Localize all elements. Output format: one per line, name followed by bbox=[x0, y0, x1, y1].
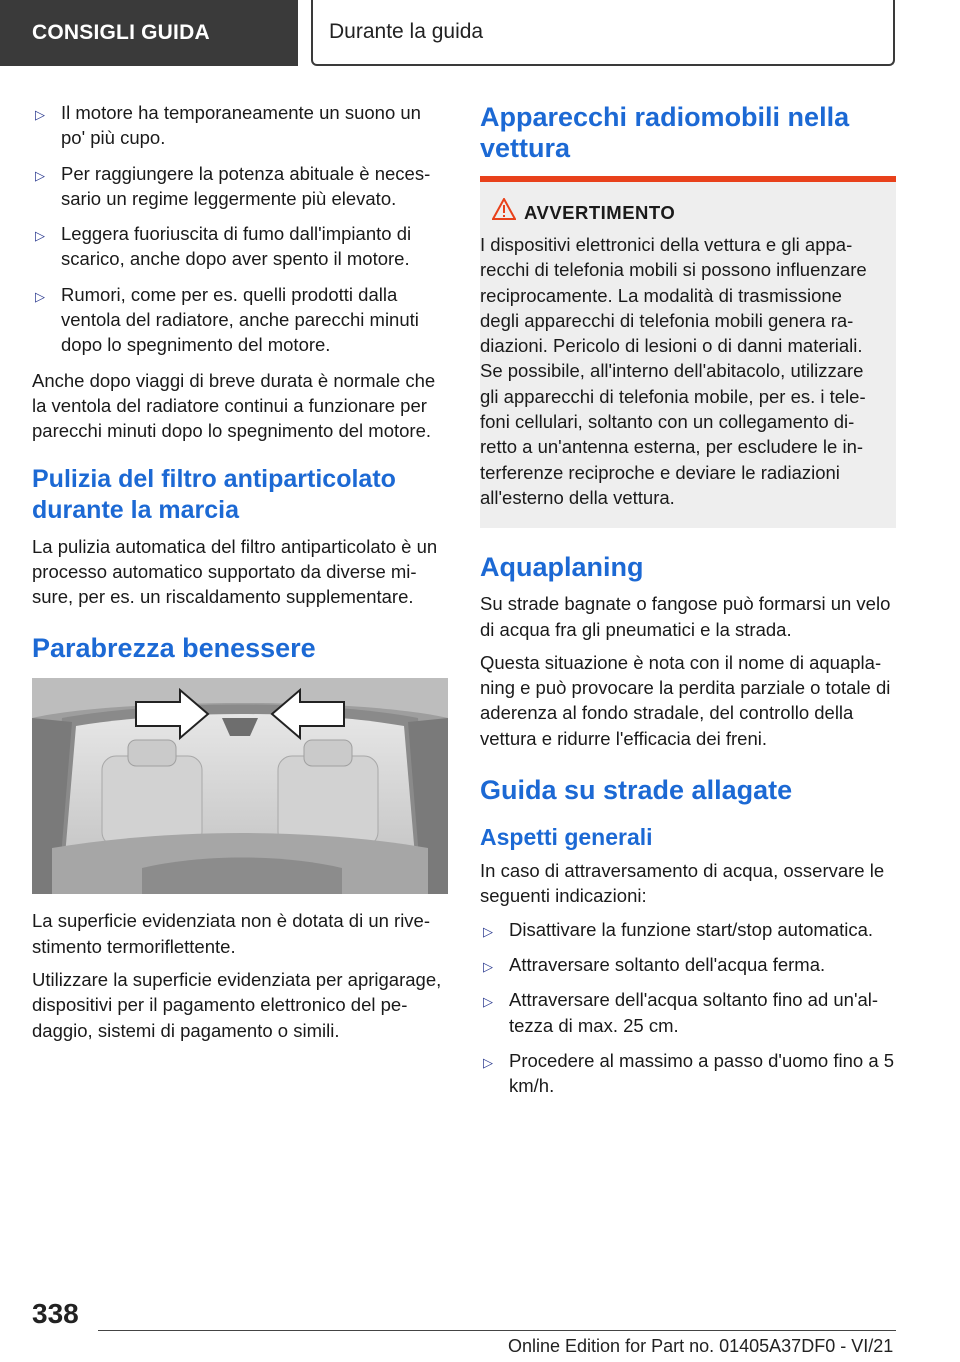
section-tab: CONSIGLI GUIDA bbox=[0, 0, 298, 66]
warning-box bbox=[480, 176, 896, 528]
flooded-road-list bbox=[480, 917, 896, 1099]
page-header bbox=[0, 0, 960, 66]
warning-title: AVVERTIMENTO bbox=[524, 202, 676, 223]
bullet-triangle-icon: ▷ bbox=[35, 167, 45, 183]
list-item: ▷ Disattivare la funzione start/stop automatica. bbox=[480, 917, 896, 942]
warning-triangle-icon bbox=[492, 198, 516, 225]
paragraph: Su strade bagnate o fangose può formarsi un velo di acqua fra gli pneumatici e la strada. bbox=[480, 593, 891, 640]
windshield-illustration bbox=[32, 678, 448, 894]
bullet-triangle-icon: ▷ bbox=[483, 1054, 493, 1070]
page-number: 338 bbox=[32, 1298, 79, 1329]
symptom-list bbox=[32, 100, 448, 358]
right-column bbox=[480, 100, 896, 1108]
edition-info: Online Edition for Part no. 01405A37DF0 - VI/21 bbox=[508, 1336, 894, 1356]
list-item: ▷ Attraversare dell'acqua soltanto fino ad un'altezza di max. 25 cm. bbox=[483, 989, 879, 1036]
heading-filter-cleaning: Pulizia del filtro antiparticolato durante la marcia bbox=[32, 464, 396, 524]
list-item: ▷ Rumori, come per es. quelli prodotti dalla ventola del radiatore, anche parecchi minuti dopo lo spegnimento del motore. bbox=[35, 283, 419, 356]
chapter-title: Durante la guida bbox=[311, 0, 895, 66]
bullet-triangle-icon: ▷ bbox=[483, 923, 493, 939]
paragraph: Questa situazione è nota con il nome di aquaplaning e può provocare la perdita parziale o totale di aderenza al fondo stradale, del controllo della vettura e ridurre l'efficacia dei freni. bbox=[480, 651, 891, 749]
footer-divider bbox=[98, 1330, 896, 1331]
bullet-triangle-icon: ▷ bbox=[483, 958, 493, 974]
list-item: ▷ Procedere al massimo a passo d'uomo fino a 5 km/h. bbox=[483, 1049, 895, 1097]
car-interior-image bbox=[32, 678, 448, 894]
heading-aquaplaning: Aquaplaning bbox=[480, 552, 644, 583]
heading-mobile-devices: Apparecchi radiomobili nella vettura bbox=[480, 102, 850, 163]
left-column bbox=[32, 100, 448, 1051]
paragraph: Utilizzare la superficie evidenziata per aprigarage, dispositivi per il pagamento elettronico del pedaggio, sistemi di pagamento o simili. bbox=[32, 969, 442, 1041]
paragraph: La superficie evidenziata non è dotata di un rivestimento termoriflettente. bbox=[32, 910, 431, 957]
list-item: ▷ Per raggiungere la potenza abituale è necessario un regime leggermente più elevato. bbox=[35, 162, 431, 209]
warning-text: I dispositivi elettronici della vettura e gli apparecchi di telefonia mobili si possono influenzare reciprocamente. La modalità di trasmissione degli apparecchi di telefonia mobili genera radiazioni. Pericolo di lesioni o di danni materiali. Se possibile, all'interno dell'abitacolo, utilizzare gli apparecchi di telefonia mobile, per es. i telefoni cellulari, soltanto con un collegamento diretto a un'antenna esterna, per escludere le interferenze reciproche e deviare le radiazioni all'esterno della vettura. bbox=[480, 234, 867, 508]
bullet-triangle-icon: ▷ bbox=[35, 107, 45, 122]
warning-header bbox=[480, 198, 882, 232]
bullet-triangle-icon: ▷ bbox=[35, 228, 45, 244]
paragraph: La pulizia automatica del filtro antiparticolato è un processo automatico supportato da diverse misure, per es. un riscaldamento supplementare. bbox=[32, 535, 438, 608]
heading-comfort-windshield: Parabrezza benessere bbox=[32, 633, 316, 664]
list-item: ▷ Leggera fuoriuscita di fumo dall'impianto di scarico, anche dopo aver spento il motore. bbox=[35, 223, 412, 270]
subheading-general: Aspetti generali bbox=[480, 824, 653, 851]
heading-flooded-roads: Guida su strade allagate bbox=[480, 775, 793, 806]
paragraph: In caso di attraversamento di acqua, osservare le seguenti indicazioni: bbox=[480, 860, 885, 907]
list-item: ▷ Attraversare soltanto dell'acqua ferma. bbox=[480, 952, 896, 977]
bullet-triangle-icon: ▷ bbox=[35, 288, 45, 304]
bullet-triangle-icon: ▷ bbox=[483, 994, 493, 1010]
list-item: ▷ Il motore ha temporaneamente un suono un po' più cupo. bbox=[35, 102, 421, 149]
paragraph: Anche dopo viaggi di breve durata è normale che la ventola del radiatore continui a funzionare per parecchi minuti dopo lo spegnimento del motore. bbox=[32, 369, 436, 442]
